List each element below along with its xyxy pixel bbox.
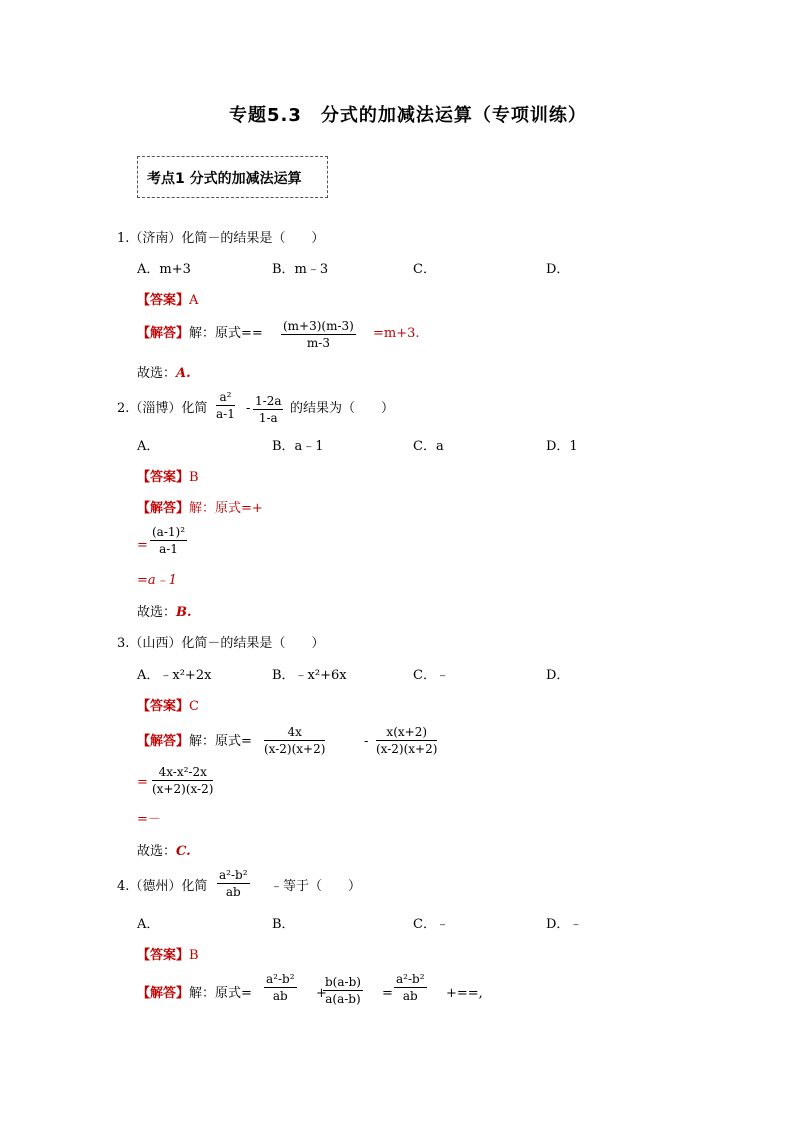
q2-solution-text: 解：原式=+	[189, 501, 263, 516]
q2-option-d: D．1	[546, 439, 578, 454]
q4-f1-numerator: a²-b²	[266, 972, 295, 986]
q3-solution-minus: -	[364, 734, 369, 749]
q4-answer-tag: 【答案】	[137, 948, 190, 963]
q4-solution-fraction-1	[264, 973, 297, 1002]
q4-solution-plus: +	[316, 986, 327, 1001]
q4-option-b: B．	[272, 917, 295, 932]
q4-solution-fraction-3	[394, 973, 427, 1002]
q1-solution-fraction	[281, 320, 356, 349]
q2-stem-suffix: 的结果为（ ）	[290, 401, 395, 416]
q2-f1-numerator: a²	[216, 391, 235, 406]
q1-option-b: B．m﹣3	[272, 262, 329, 277]
q3-solution-text: 解：原式=	[189, 734, 252, 749]
q1-answer-tag: 【答案】	[137, 293, 190, 308]
q1-stem: 1.（济南）化简－的结果是（ ）	[117, 231, 325, 246]
q2-step2: =a﹣1	[137, 573, 177, 588]
q2-option-c: C．a	[413, 439, 444, 454]
q2-step1-numerator: (a-1)²	[152, 525, 186, 539]
q4-f2-numerator: b(a-b)	[325, 975, 361, 989]
q4-f3-denominator: ab	[402, 989, 418, 1003]
q2-answer-tag: 【答案】	[137, 470, 190, 485]
q4-stem-suffix: ﹣等于（ ）	[270, 879, 362, 894]
q4-f1-denominator: ab	[272, 989, 288, 1003]
q4-answer: B	[189, 948, 199, 963]
q3-choose: C.	[176, 844, 191, 859]
q3-step1-equals: =	[137, 775, 148, 790]
q2-stem-minus: -	[246, 401, 251, 416]
q3-option-c: C．﹣	[413, 668, 449, 683]
q2-step1-equals: =	[137, 538, 148, 553]
q3-choose-label: 故选：	[137, 844, 177, 859]
q4-option-d: D．﹣	[546, 917, 583, 932]
q2-f2-denominator: 1-a	[258, 411, 278, 425]
q3-step2: =－	[137, 812, 161, 827]
q1-answer: A	[189, 293, 199, 308]
q3-option-b: B．﹣x²+6x	[272, 668, 347, 683]
q2-solution-tag: 【解答】	[137, 501, 190, 516]
q4-stem-prefix: 4.（德州）化简	[117, 879, 208, 894]
q2-option-a: A．	[137, 439, 160, 454]
q4-stem-denominator: ab	[225, 885, 241, 899]
q1-solution-result: =m+3.	[373, 326, 420, 341]
q3-answer-tag: 【答案】	[137, 699, 190, 714]
q1-option-d: D．	[546, 262, 570, 277]
q3-f1-denominator: (x-2)(x+2)	[264, 742, 326, 756]
q1-solution-text: 解：原式==	[189, 326, 263, 341]
q4-solution-tail: +==,	[446, 986, 483, 1001]
q2-choose-label: 故选：	[137, 605, 177, 620]
q4-option-c: C．﹣	[413, 917, 449, 932]
q2-choose: B.	[176, 605, 192, 620]
q3-answer: C	[189, 699, 199, 714]
q1-option-c: C．	[413, 262, 436, 277]
page-title: 专题5.3 分式的加减法运算（专项训练）	[229, 105, 587, 126]
q4-solution-tag: 【解答】	[137, 986, 190, 1001]
q3-f1-numerator: 4x	[264, 726, 325, 741]
q1-option-a: A．m+3	[137, 262, 191, 277]
q2-step1-fraction	[150, 526, 187, 555]
q2-f1-denominator: a-1	[216, 407, 235, 421]
q2-option-b: B．a﹣1	[272, 439, 324, 454]
q3-step1-numerator: 4x-x²-2x	[152, 766, 213, 781]
q4-option-a: A．	[137, 917, 160, 932]
q1-fraction-numerator: (m+3)(m-3)	[283, 319, 354, 333]
q3-solution-fraction-2	[376, 726, 437, 755]
q3-step1-denominator: (x+2)(x-2)	[152, 782, 214, 796]
q4-solution-fraction-2	[323, 976, 363, 1005]
q3-option-d: D．	[546, 668, 570, 683]
q3-step1-fraction	[152, 766, 213, 795]
q2-stem-fraction-2	[253, 395, 283, 424]
q4-solution-equals: =	[382, 986, 393, 1001]
q2-stem-fraction-1	[216, 391, 235, 420]
q3-f2-numerator: x(x+2)	[376, 726, 437, 741]
q3-f2-denominator: (x-2)(x+2)	[376, 742, 438, 756]
q3-solution-tag: 【解答】	[137, 734, 190, 749]
q4-stem-numerator: a²-b²	[219, 868, 248, 882]
q4-f2-denominator: a(a-b)	[325, 992, 361, 1006]
q1-solution-tag: 【解答】	[137, 326, 190, 341]
q4-solution-text: 解：原式=	[189, 986, 252, 1001]
q1-choose-label: 故选：	[137, 366, 177, 381]
q4-f3-numerator: a²-b²	[396, 972, 425, 986]
q2-f2-numerator: 1-2a	[255, 394, 282, 408]
topic-label: 考点1 分式的加减法运算	[147, 171, 302, 187]
q1-choose: A.	[176, 366, 191, 381]
q2-stem-prefix: 2.（淄博）化简	[117, 401, 208, 416]
q3-solution-fraction-1	[264, 726, 325, 755]
q1-fraction-denominator: m-3	[306, 336, 330, 350]
q2-answer: B	[189, 470, 199, 485]
q3-stem: 3.（山西）化简－的结果是（ ）	[117, 636, 325, 651]
q4-stem-fraction	[217, 869, 250, 898]
q3-option-a: A．﹣x²+2x	[137, 668, 212, 683]
q2-step1-denominator: a-1	[159, 542, 178, 556]
